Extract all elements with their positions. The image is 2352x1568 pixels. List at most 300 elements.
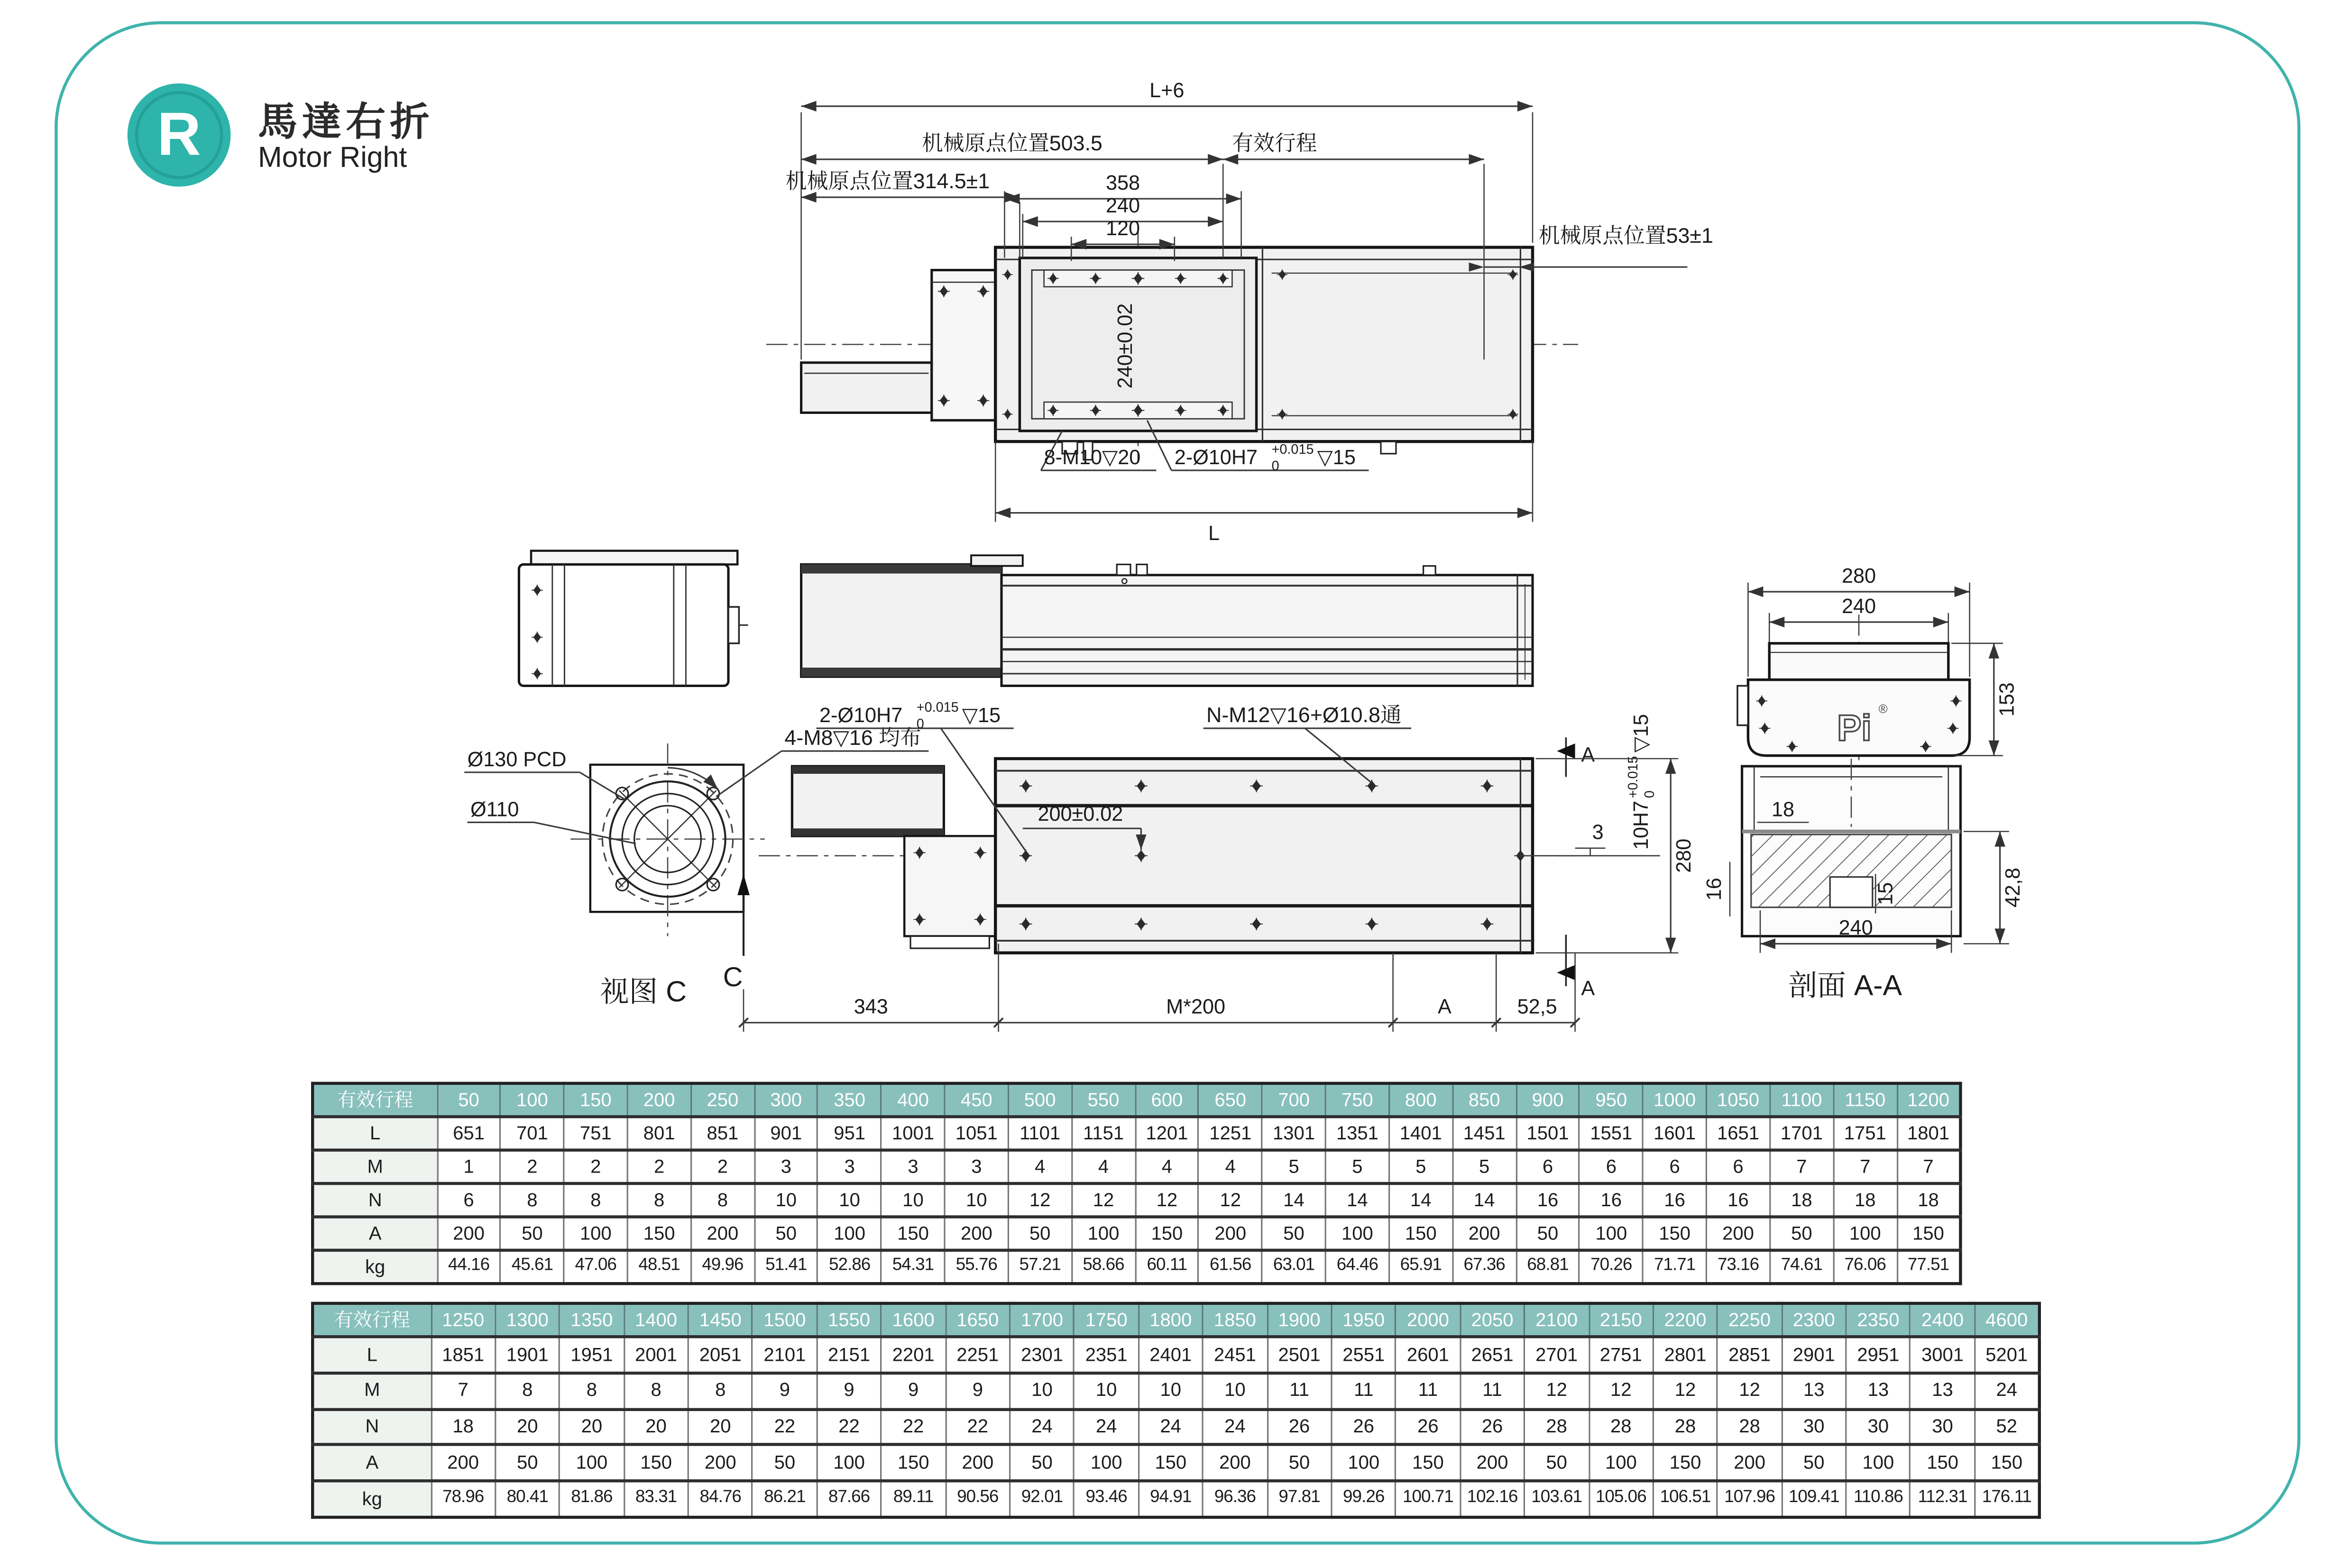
value-cell: 50 bbox=[1770, 1217, 1833, 1250]
dim-label-525: 52,5 bbox=[1517, 995, 1557, 1018]
value-cell: 28 bbox=[1653, 1409, 1718, 1445]
value-cell: 50 bbox=[500, 1217, 564, 1250]
value-cell: 2001 bbox=[624, 1337, 689, 1373]
stroke-header-cell: 1250 bbox=[431, 1303, 496, 1337]
thread-callout-4m8: 4-M8▽16 均布 bbox=[784, 726, 921, 750]
pin-v-callout-prefix: 10H7 bbox=[1630, 800, 1653, 850]
row-label: M bbox=[312, 1150, 437, 1183]
value-cell: 7 bbox=[1770, 1150, 1833, 1183]
value-cell: 1151 bbox=[1072, 1117, 1135, 1150]
value-cell: 24 bbox=[1203, 1409, 1268, 1445]
dim-label-origin-53: 机械原点位置53±1 bbox=[1538, 224, 1713, 248]
value-cell: 2201 bbox=[881, 1337, 946, 1373]
dim-label-d110: Ø110 bbox=[470, 798, 519, 821]
value-cell: 200 bbox=[688, 1445, 753, 1481]
value-cell: 26 bbox=[1267, 1409, 1332, 1445]
value-cell: 1251 bbox=[1199, 1117, 1262, 1150]
value-cell: 100 bbox=[1589, 1445, 1654, 1481]
value-cell: 8 bbox=[495, 1373, 560, 1409]
value-cell: 1101 bbox=[1008, 1117, 1072, 1150]
value-cell: 2351 bbox=[1074, 1337, 1139, 1373]
thread-callout-8m10: 8-M10▽20 bbox=[1044, 446, 1141, 469]
value-cell: 10 bbox=[1010, 1373, 1075, 1409]
value-cell: 52.86 bbox=[818, 1250, 882, 1284]
value-cell: 1501 bbox=[1516, 1117, 1580, 1150]
value-cell: 150 bbox=[1897, 1217, 1960, 1250]
stroke-header-cell: 950 bbox=[1580, 1083, 1643, 1117]
value-cell: 10 bbox=[818, 1183, 882, 1217]
dim-label-200tol: 200±0.02 bbox=[1038, 803, 1123, 826]
value-cell: 2651 bbox=[1460, 1337, 1525, 1373]
value-cell: 2901 bbox=[1782, 1337, 1846, 1373]
value-cell: 70.26 bbox=[1580, 1250, 1643, 1284]
stroke-table-2-container bbox=[311, 1302, 2041, 1519]
value-cell: 200 bbox=[1460, 1445, 1525, 1481]
value-cell: 1201 bbox=[1135, 1117, 1199, 1150]
value-cell: 1 bbox=[437, 1150, 501, 1183]
stroke-header-cell: 2000 bbox=[1396, 1303, 1461, 1337]
value-cell: 81.86 bbox=[560, 1481, 624, 1517]
stroke-header-cell: 1800 bbox=[1139, 1303, 1203, 1337]
value-cell: 24 bbox=[1139, 1409, 1203, 1445]
pin-v-callout-tol-top: +0.015 bbox=[1625, 756, 1641, 798]
value-cell: 86.21 bbox=[753, 1481, 817, 1517]
value-cell: 47.06 bbox=[564, 1250, 627, 1284]
value-cell: 49.96 bbox=[691, 1250, 754, 1284]
cs-dim-280: 280 bbox=[1841, 564, 1876, 587]
stroke-header-cell: 2200 bbox=[1653, 1303, 1718, 1337]
value-cell: 16 bbox=[1707, 1183, 1770, 1217]
value-cell: 1651 bbox=[1707, 1117, 1770, 1150]
table-row-M bbox=[312, 1373, 2040, 1409]
stroke-header-cell: 1700 bbox=[1010, 1303, 1075, 1337]
value-cell: 3001 bbox=[1911, 1337, 1975, 1373]
value-cell: 6 bbox=[1643, 1150, 1707, 1183]
value-cell: 6 bbox=[1707, 1150, 1770, 1183]
value-cell: 3 bbox=[882, 1150, 945, 1183]
value-cell: 150 bbox=[1139, 1445, 1203, 1481]
value-cell: 22 bbox=[946, 1409, 1010, 1445]
value-cell: 150 bbox=[881, 1445, 946, 1481]
value-cell: 22 bbox=[753, 1409, 817, 1445]
value-cell: 67.36 bbox=[1452, 1250, 1516, 1284]
stroke-header-cell: 850 bbox=[1452, 1083, 1516, 1117]
value-cell: 61.56 bbox=[1199, 1250, 1262, 1284]
value-cell: 24 bbox=[1074, 1409, 1139, 1445]
value-cell: 22 bbox=[881, 1409, 946, 1445]
row-label: M bbox=[312, 1373, 431, 1409]
value-cell: 10 bbox=[945, 1183, 1008, 1217]
value-cell: 77.51 bbox=[1897, 1250, 1960, 1284]
value-cell: 751 bbox=[564, 1117, 627, 1150]
value-cell: 80.41 bbox=[495, 1481, 560, 1517]
value-cell: 9 bbox=[946, 1373, 1010, 1409]
pi-logo: Pi bbox=[1837, 707, 1872, 749]
value-cell: 50 bbox=[1782, 1445, 1846, 1481]
value-cell: 73.16 bbox=[1707, 1250, 1770, 1284]
value-cell: 18 bbox=[1770, 1183, 1833, 1217]
value-cell: 12 bbox=[1072, 1183, 1135, 1217]
value-cell: 13 bbox=[1782, 1373, 1846, 1409]
value-cell: 2501 bbox=[1267, 1337, 1332, 1373]
dim-label-l: L bbox=[1208, 522, 1220, 545]
page-title: 馬達右折 bbox=[258, 99, 434, 144]
value-cell: 12 bbox=[1589, 1373, 1654, 1409]
stroke-header-cell: 250 bbox=[691, 1083, 754, 1117]
value-cell: 176.11 bbox=[1975, 1481, 2039, 1517]
value-cell: 8 bbox=[564, 1183, 627, 1217]
value-cell: 11 bbox=[1267, 1373, 1332, 1409]
stroke-header-cell: 550 bbox=[1072, 1083, 1135, 1117]
value-cell: 12 bbox=[1008, 1183, 1072, 1217]
value-cell: 50 bbox=[1525, 1445, 1589, 1481]
value-cell: 5 bbox=[1262, 1150, 1326, 1183]
value-cell: 58.66 bbox=[1072, 1250, 1135, 1284]
value-cell: 10 bbox=[754, 1183, 818, 1217]
row-label: L bbox=[312, 1117, 437, 1150]
value-cell: 14 bbox=[1452, 1183, 1516, 1217]
value-cell: 76.06 bbox=[1833, 1250, 1897, 1284]
value-cell: 102.16 bbox=[1460, 1481, 1525, 1517]
pin-callout2-prefix: 2-Ø10H7 bbox=[819, 704, 903, 727]
value-cell: 18 bbox=[431, 1409, 496, 1445]
dim-label-origin-314: 机械原点位置314.5±1 bbox=[785, 169, 990, 193]
value-cell: 18 bbox=[1897, 1183, 1960, 1217]
stroke-header-cell: 800 bbox=[1389, 1083, 1452, 1117]
stroke-header-cell: 150 bbox=[564, 1083, 627, 1117]
aa-dim-240: 240 bbox=[1838, 917, 1873, 940]
stroke-header-cell: 500 bbox=[1008, 1083, 1072, 1117]
value-cell: 74.61 bbox=[1770, 1250, 1833, 1284]
value-cell: 48.51 bbox=[627, 1250, 691, 1284]
value-cell: 5 bbox=[1389, 1150, 1452, 1183]
value-cell: 13 bbox=[1846, 1373, 1911, 1409]
value-cell: 106.51 bbox=[1653, 1481, 1718, 1517]
value-cell: 14 bbox=[1389, 1183, 1452, 1217]
value-cell: 8 bbox=[627, 1183, 691, 1217]
value-cell: 71.71 bbox=[1643, 1250, 1707, 1284]
value-cell: 78.96 bbox=[431, 1481, 496, 1517]
stroke-header-cell: 1750 bbox=[1074, 1303, 1139, 1337]
stroke-header-cell: 600 bbox=[1135, 1083, 1199, 1117]
stroke-header-cell: 1550 bbox=[817, 1303, 882, 1337]
stroke-header-cell: 1300 bbox=[495, 1303, 560, 1337]
table-row-kg bbox=[312, 1481, 2040, 1517]
value-cell: 200 bbox=[1452, 1217, 1516, 1250]
value-cell: 100 bbox=[1846, 1445, 1911, 1481]
value-cell: 2851 bbox=[1718, 1337, 1782, 1373]
value-cell: 2801 bbox=[1653, 1337, 1718, 1373]
view-c-caption: 视图 C bbox=[600, 975, 687, 1008]
value-cell: 9 bbox=[753, 1373, 817, 1409]
section-a-top: A bbox=[1581, 743, 1595, 767]
value-cell: 1901 bbox=[495, 1337, 560, 1373]
stroke-header-cell: 2400 bbox=[1911, 1303, 1975, 1337]
stroke-header-cell: 1150 bbox=[1833, 1083, 1897, 1117]
value-cell: 2551 bbox=[1332, 1337, 1396, 1373]
stroke-header-cell: 300 bbox=[754, 1083, 818, 1117]
stroke-corner-cell: 有效行程 bbox=[312, 1083, 437, 1117]
pin-callout2-tol-top: +0.015 bbox=[916, 699, 959, 715]
value-cell: 26 bbox=[1460, 1409, 1525, 1445]
dim-label-3: 3 bbox=[1592, 821, 1604, 844]
value-cell: 50 bbox=[1516, 1217, 1580, 1250]
value-cell: 1951 bbox=[560, 1337, 624, 1373]
pin-callout-tol-top: +0.015 bbox=[1271, 441, 1314, 457]
value-cell: 901 bbox=[754, 1117, 818, 1150]
row-label: A bbox=[312, 1445, 431, 1481]
value-cell: 8 bbox=[500, 1183, 564, 1217]
value-cell: 100 bbox=[1074, 1445, 1139, 1481]
value-cell: 100 bbox=[564, 1217, 627, 1250]
stroke-header-cell: 2300 bbox=[1782, 1303, 1846, 1337]
table-row-L bbox=[312, 1117, 1960, 1150]
top-plan-view bbox=[766, 79, 1713, 545]
value-cell: 24 bbox=[1010, 1409, 1075, 1445]
value-cell: 100 bbox=[560, 1445, 624, 1481]
value-cell: 65.91 bbox=[1389, 1250, 1452, 1284]
value-cell: 16 bbox=[1643, 1183, 1707, 1217]
value-cell: 1851 bbox=[431, 1337, 496, 1373]
value-cell: 55.76 bbox=[945, 1250, 1008, 1284]
pin-v-callout-tol-bot: 0 bbox=[1642, 790, 1657, 798]
cs-dim-240: 240 bbox=[1841, 595, 1876, 618]
value-cell: 200 bbox=[431, 1445, 496, 1481]
table-row-M bbox=[312, 1150, 1960, 1183]
value-cell: 150 bbox=[627, 1217, 691, 1250]
value-cell: 54.31 bbox=[882, 1250, 945, 1284]
value-cell: 57.21 bbox=[1008, 1250, 1072, 1284]
table-row-L bbox=[312, 1337, 2040, 1373]
stroke-header-cell: 100 bbox=[500, 1083, 564, 1117]
value-cell: 2301 bbox=[1010, 1337, 1075, 1373]
value-cell: 8 bbox=[624, 1373, 689, 1409]
row-label: N bbox=[312, 1409, 431, 1445]
value-cell: 45.61 bbox=[500, 1250, 564, 1284]
value-cell: 1351 bbox=[1326, 1117, 1389, 1150]
value-cell: 28 bbox=[1718, 1409, 1782, 1445]
stroke-header-cell: 450 bbox=[945, 1083, 1008, 1117]
value-cell: 6 bbox=[1580, 1150, 1643, 1183]
dim-label-358: 358 bbox=[1105, 172, 1140, 194]
value-cell: 12 bbox=[1135, 1183, 1199, 1217]
value-cell: 100 bbox=[1580, 1217, 1643, 1250]
value-cell: 60.11 bbox=[1135, 1250, 1199, 1284]
value-cell: 2451 bbox=[1203, 1337, 1268, 1373]
value-cell: 97.81 bbox=[1267, 1481, 1332, 1517]
value-cell: 11 bbox=[1396, 1373, 1461, 1409]
value-cell: 50 bbox=[1262, 1217, 1326, 1250]
aa-dim-18: 18 bbox=[1771, 798, 1795, 821]
view-arrow-c: C bbox=[723, 962, 743, 992]
value-cell: 4 bbox=[1199, 1150, 1262, 1183]
value-cell: 6 bbox=[437, 1183, 501, 1217]
value-cell: 5 bbox=[1452, 1150, 1516, 1183]
row-label: kg bbox=[312, 1481, 431, 1517]
value-cell: 4 bbox=[1135, 1150, 1199, 1183]
section-aa-view bbox=[1703, 759, 2024, 1001]
value-cell: 2101 bbox=[753, 1337, 817, 1373]
pi-logo-reg: ® bbox=[1878, 703, 1888, 716]
stroke-table-1-container bbox=[311, 1082, 1962, 1282]
value-cell: 64.46 bbox=[1326, 1250, 1389, 1284]
value-cell: 44.16 bbox=[437, 1250, 501, 1284]
value-cell: 951 bbox=[818, 1117, 882, 1150]
value-cell: 11 bbox=[1332, 1373, 1396, 1409]
value-cell: 30 bbox=[1911, 1409, 1975, 1445]
table-row-kg bbox=[312, 1250, 1960, 1284]
value-cell: 8 bbox=[560, 1373, 624, 1409]
value-cell: 28 bbox=[1589, 1409, 1654, 1445]
dim-label-pcd130: Ø130 PCD bbox=[467, 748, 567, 771]
pin-callout-suffix: ▽15 bbox=[1317, 446, 1356, 469]
value-cell: 2951 bbox=[1846, 1337, 1911, 1373]
value-cell: 2051 bbox=[688, 1337, 753, 1373]
value-cell: 9 bbox=[881, 1373, 946, 1409]
dim-label-a: A bbox=[1437, 995, 1452, 1018]
value-cell: 2601 bbox=[1396, 1337, 1461, 1373]
section-a-bottom: A bbox=[1581, 977, 1595, 1000]
value-cell: 112.31 bbox=[1911, 1481, 1975, 1517]
dim-label-240: 240 bbox=[1105, 194, 1140, 217]
value-cell: 50 bbox=[754, 1217, 818, 1250]
value-cell: 93.46 bbox=[1074, 1481, 1139, 1517]
stroke-header-cell: 1200 bbox=[1897, 1083, 1960, 1117]
value-cell: 7 bbox=[431, 1373, 496, 1409]
value-cell: 2151 bbox=[817, 1337, 882, 1373]
value-cell: 10 bbox=[1074, 1373, 1139, 1409]
value-cell: 7 bbox=[1833, 1150, 1897, 1183]
row-label: L bbox=[312, 1337, 431, 1373]
value-cell: 24 bbox=[1975, 1373, 2039, 1409]
value-cell: 30 bbox=[1846, 1409, 1911, 1445]
value-cell: 18 bbox=[1833, 1183, 1897, 1217]
section-aa-caption: 剖面 A-A bbox=[1788, 969, 1902, 1002]
value-cell: 14 bbox=[1262, 1183, 1326, 1217]
value-cell: 851 bbox=[691, 1117, 754, 1150]
value-cell: 2751 bbox=[1589, 1337, 1654, 1373]
value-cell: 20 bbox=[688, 1409, 753, 1445]
dim-label-origin-503: 机械原点位置503.5 bbox=[921, 131, 1102, 155]
value-cell: 4 bbox=[1072, 1150, 1135, 1183]
value-cell: 150 bbox=[624, 1445, 689, 1481]
value-cell: 100 bbox=[1833, 1217, 1897, 1250]
stroke-header-cell: 4600 bbox=[1975, 1303, 2039, 1337]
stroke-header-cell: 750 bbox=[1326, 1083, 1389, 1117]
value-cell: 50 bbox=[753, 1445, 817, 1481]
pin-v-callout-suffix: ▽15 bbox=[1630, 714, 1653, 753]
aa-dim-428: 42,8 bbox=[2002, 867, 2025, 908]
value-cell: 51.41 bbox=[754, 1250, 818, 1284]
value-cell: 90.56 bbox=[946, 1481, 1010, 1517]
value-cell: 1301 bbox=[1262, 1117, 1326, 1150]
dim-label-stroke: 有效行程 bbox=[1232, 131, 1317, 155]
value-cell: 200 bbox=[691, 1217, 754, 1250]
value-cell: 11 bbox=[1460, 1373, 1525, 1409]
value-cell: 200 bbox=[437, 1217, 501, 1250]
stroke-header-cell: 1500 bbox=[753, 1303, 817, 1337]
aa-dim-16: 16 bbox=[1702, 878, 1726, 901]
stroke-header-cell: 2150 bbox=[1589, 1303, 1654, 1337]
aa-dim-15: 15 bbox=[1874, 882, 1897, 905]
value-cell: 1551 bbox=[1580, 1117, 1643, 1150]
value-cell: 109.41 bbox=[1782, 1481, 1846, 1517]
row-label: N bbox=[312, 1183, 437, 1217]
value-cell: 94.91 bbox=[1139, 1481, 1203, 1517]
value-cell: 92.01 bbox=[1010, 1481, 1075, 1517]
value-cell: 20 bbox=[624, 1409, 689, 1445]
value-cell: 1701 bbox=[1770, 1117, 1833, 1150]
value-cell: 28 bbox=[1525, 1409, 1589, 1445]
pin-callout-prefix: 2-Ø10H7 bbox=[1174, 446, 1258, 469]
value-cell: 83.31 bbox=[624, 1481, 689, 1517]
stroke-header-cell: 1900 bbox=[1267, 1303, 1332, 1337]
value-cell: 1751 bbox=[1833, 1117, 1897, 1150]
value-cell: 50 bbox=[1008, 1217, 1072, 1250]
value-cell: 8 bbox=[688, 1373, 753, 1409]
stroke-header-cell: 1350 bbox=[560, 1303, 624, 1337]
value-cell: 2701 bbox=[1525, 1337, 1589, 1373]
value-cell: 30 bbox=[1782, 1409, 1846, 1445]
stroke-header-cell: 650 bbox=[1199, 1083, 1262, 1117]
value-cell: 2251 bbox=[946, 1337, 1010, 1373]
value-cell: 801 bbox=[627, 1117, 691, 1150]
table-row-A bbox=[312, 1445, 2040, 1481]
value-cell: 7 bbox=[1897, 1150, 1960, 1183]
stroke-header-cell: 350 bbox=[818, 1083, 882, 1117]
value-cell: 96.36 bbox=[1203, 1481, 1268, 1517]
dim-label-343: 343 bbox=[854, 995, 888, 1018]
stroke-corner-cell: 有效行程 bbox=[312, 1303, 431, 1337]
pin-callout-tol-bot: 0 bbox=[1271, 458, 1279, 474]
value-cell: 110.86 bbox=[1846, 1481, 1911, 1517]
value-cell: 100 bbox=[1332, 1445, 1396, 1481]
value-cell: 5 bbox=[1326, 1150, 1389, 1183]
value-cell: 84.76 bbox=[688, 1481, 753, 1517]
value-cell: 50 bbox=[1267, 1445, 1332, 1481]
value-cell: 10 bbox=[1203, 1373, 1268, 1409]
stroke-header-cell: 900 bbox=[1516, 1083, 1580, 1117]
dim-label-240-tol: 240±0.02 bbox=[1114, 303, 1137, 389]
value-cell: 200 bbox=[1707, 1217, 1770, 1250]
value-cell: 200 bbox=[1199, 1217, 1262, 1250]
value-cell: 1051 bbox=[945, 1117, 1008, 1150]
stroke-header-cell: 400 bbox=[882, 1083, 945, 1117]
value-cell: 3 bbox=[945, 1150, 1008, 1183]
value-cell: 22 bbox=[817, 1409, 882, 1445]
value-cell: 26 bbox=[1332, 1409, 1396, 1445]
value-cell: 87.66 bbox=[817, 1481, 882, 1517]
value-cell: 105.06 bbox=[1589, 1481, 1654, 1517]
value-cell: 150 bbox=[1135, 1217, 1199, 1250]
stroke-table-2 bbox=[311, 1302, 2041, 1519]
value-cell: 26 bbox=[1396, 1409, 1461, 1445]
value-cell: 651 bbox=[437, 1117, 501, 1150]
dim-label-120: 120 bbox=[1105, 217, 1140, 240]
stroke-header-cell: 1650 bbox=[946, 1303, 1010, 1337]
value-cell: 5201 bbox=[1975, 1337, 2039, 1373]
cross-section-view bbox=[1737, 565, 2018, 777]
table-row-N bbox=[312, 1183, 1960, 1217]
motor-end-view bbox=[519, 551, 748, 686]
value-cell: 2 bbox=[564, 1150, 627, 1183]
value-cell: 10 bbox=[1139, 1373, 1203, 1409]
stroke-header-cell: 2350 bbox=[1846, 1303, 1911, 1337]
value-cell: 2 bbox=[691, 1150, 754, 1183]
value-cell: 52 bbox=[1975, 1409, 2039, 1445]
stroke-header-cell: 1850 bbox=[1203, 1303, 1268, 1337]
stroke-header-cell: 700 bbox=[1262, 1083, 1326, 1117]
